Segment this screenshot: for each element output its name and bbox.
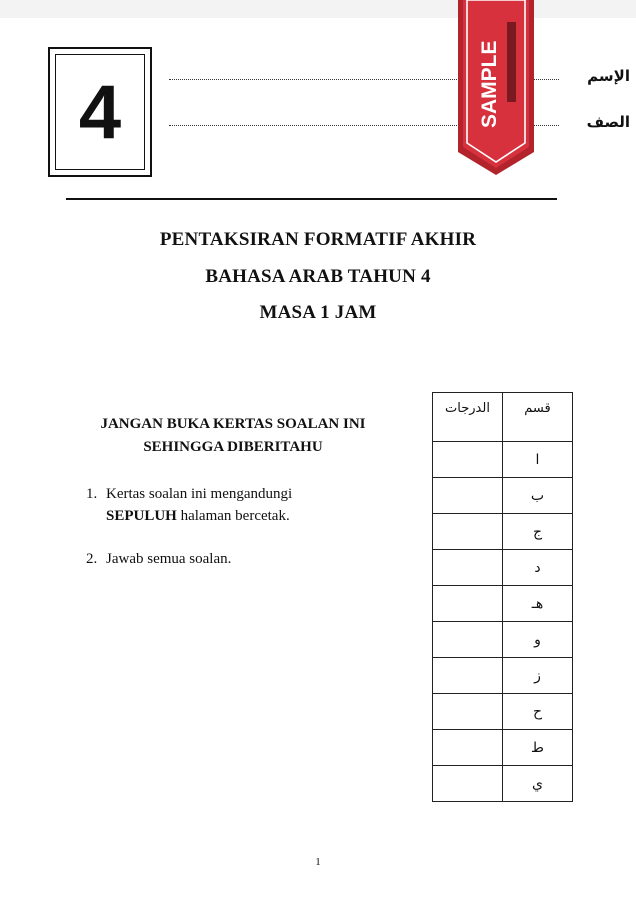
instruction-2-number: 2.: [86, 551, 98, 567]
sample-text: SAMPLE: [478, 40, 501, 128]
instruction-1-number: 1.: [86, 486, 98, 502]
top-strip: [0, 0, 636, 18]
marks-cell[interactable]: [433, 550, 503, 586]
table-row: [433, 514, 573, 550]
instruction-2-text: Jawab semua soalan.: [106, 551, 232, 567]
header-divider: [66, 198, 557, 200]
marks-cell[interactable]: [433, 622, 503, 658]
warning-line-2: SEHINGGA DIBERITAHU: [143, 439, 323, 455]
section-letter-cell: ح: [503, 694, 573, 730]
table-row: [433, 694, 573, 730]
section-letter-cell: ي: [503, 766, 573, 802]
table-row: [433, 730, 573, 766]
instruction-1-bold: SEPULUH: [106, 508, 177, 524]
marks-cell[interactable]: [433, 586, 503, 622]
section-letter-cell: هـ: [503, 586, 573, 622]
class-field-label: الصف: [586, 113, 630, 131]
marks-cell[interactable]: [433, 694, 503, 730]
title-line-2: BAHASA ARAB TAHUN 4: [205, 266, 431, 287]
instruction-1: [86, 483, 292, 527]
instruction-1-line-1: Kertas soalan ini mengandungi: [106, 486, 293, 502]
title-line-3: MASA 1 JAM: [259, 302, 377, 323]
table-row: [433, 550, 573, 586]
sample-ribbon-stripe: [507, 22, 516, 102]
table-row: [433, 478, 573, 514]
warning-line-1: JANGAN BUKA KERTAS SOALAN INI: [100, 416, 366, 432]
table-row: [433, 442, 573, 478]
marks-cell[interactable]: [433, 766, 503, 802]
instruction-1-line-2: halaman bercetak.: [176, 508, 290, 524]
table-row: [433, 622, 573, 658]
section-letter-cell: ا: [503, 442, 573, 478]
table-row: [433, 766, 573, 802]
section-header-cell: قسم: [503, 393, 573, 442]
marks-cell[interactable]: [433, 730, 503, 766]
section-letter-cell: ز: [503, 658, 573, 694]
marks-table-header-row: [433, 393, 573, 442]
table-row: [433, 658, 573, 694]
page-number: 1: [315, 856, 321, 868]
sample-ribbon-badge: [458, 0, 534, 175]
section-letter-cell: ب: [503, 478, 573, 514]
marks-cell[interactable]: [433, 478, 503, 514]
marks-cell[interactable]: [433, 514, 503, 550]
section-letter-cell: د: [503, 550, 573, 586]
name-field-label: الإسم: [587, 67, 630, 85]
grade-box: [48, 47, 152, 177]
marks-header-cell: الدرجات: [433, 393, 503, 442]
title-line-1: PENTAKSIRAN FORMATIF AKHIR: [159, 229, 477, 250]
marks-table: [432, 392, 573, 802]
section-letter-cell: ط: [503, 730, 573, 766]
marks-cell[interactable]: [433, 442, 503, 478]
marks-cell[interactable]: [433, 658, 503, 694]
section-letter-cell: و: [503, 622, 573, 658]
grade-number: 4: [55, 54, 145, 170]
instruction-2: [86, 548, 231, 570]
table-row: [433, 586, 573, 622]
section-letter-cell: ج: [503, 514, 573, 550]
